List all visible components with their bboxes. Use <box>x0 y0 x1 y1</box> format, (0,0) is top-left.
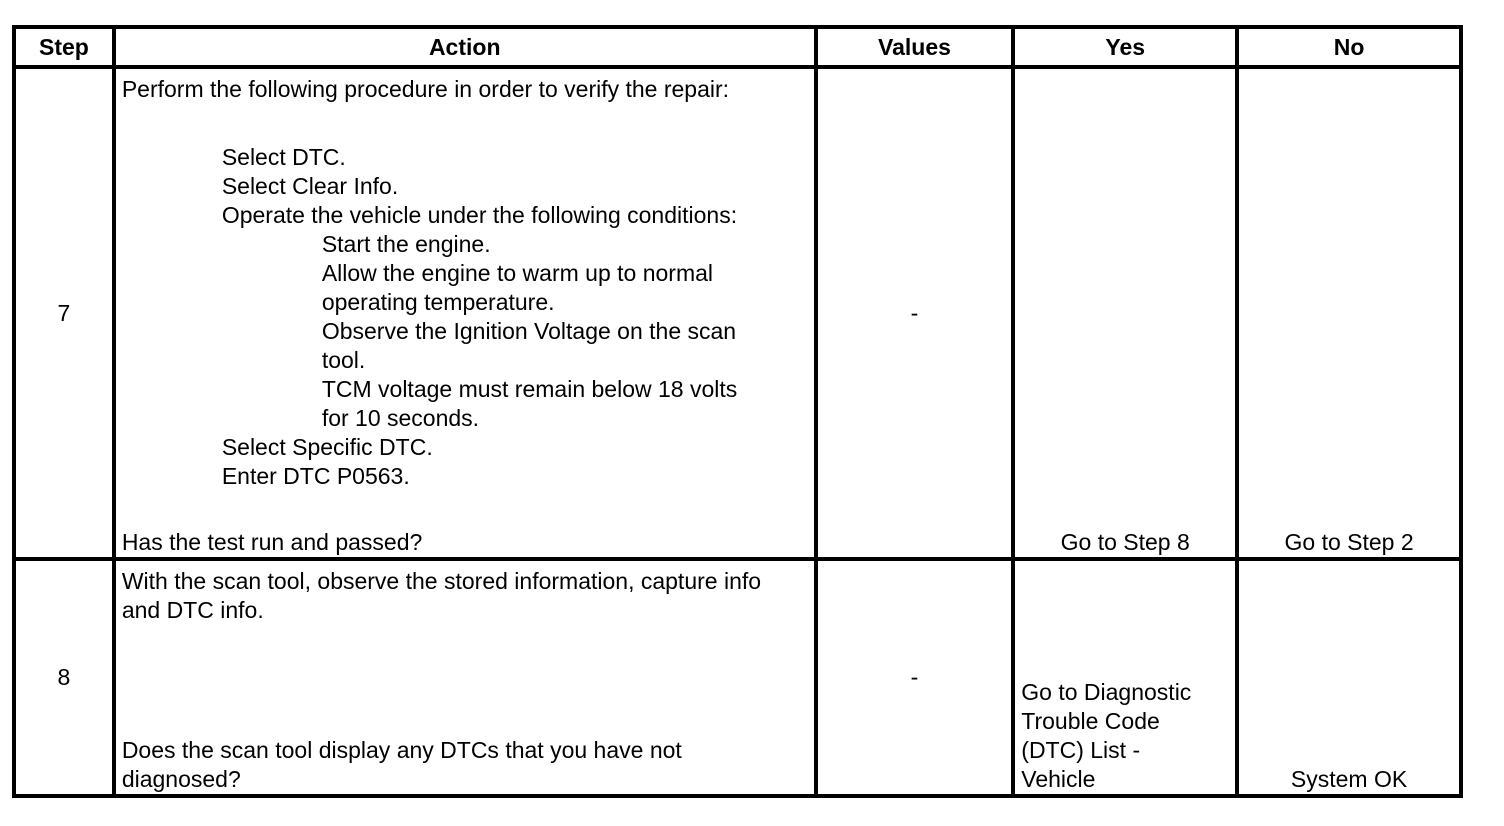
no-result: System OK <box>1290 766 1408 792</box>
list-item: tool. <box>321 347 366 374</box>
action-intro: Perform the following procedure in order to verify the repair: <box>121 76 730 103</box>
no-cell <box>1237 67 1459 559</box>
list-item: TCM voltage must remain below 18 volts <box>321 376 738 403</box>
yes-result <box>1021 678 1221 794</box>
list-item: Select Clear Info. <box>221 173 399 200</box>
step-number: 7 <box>16 67 114 559</box>
header-no: No <box>1237 29 1459 67</box>
yes-cell <box>1013 559 1237 794</box>
diagnostic-table <box>16 29 1459 794</box>
list-item: Allow the engine to warm up to normal <box>321 260 714 287</box>
action-question: Has the test run and passed? <box>121 529 423 556</box>
table-row-step-7 <box>16 67 1459 559</box>
diagnostic-table-wrapper <box>12 25 1463 798</box>
no-result: Go to Step 2 <box>1284 529 1414 556</box>
procedure-list <box>122 143 810 491</box>
header-yes: Yes <box>1013 29 1237 67</box>
list-item: Enter DTC P0563. <box>221 463 410 490</box>
yes-cell <box>1013 67 1237 559</box>
yes-result: Go to Step 8 <box>1060 529 1190 556</box>
action-cell <box>114 559 816 794</box>
list-item: Select DTC. <box>221 144 346 171</box>
yes-result-line: Vehicle <box>1021 766 1096 792</box>
step-number: 8 <box>16 559 114 794</box>
no-cell <box>1237 559 1459 794</box>
list-item: for 10 seconds. <box>321 405 480 432</box>
header-action: Action <box>114 29 816 67</box>
yes-result-line: Go to Diagnostic <box>1021 679 1192 705</box>
table-row-step-8 <box>16 559 1459 794</box>
yes-result-line: (DTC) List - <box>1021 737 1141 763</box>
action-cell <box>114 67 816 559</box>
list-item: Observe the Ignition Voltage on the scan <box>321 318 737 345</box>
action-question-line: diagnosed? <box>121 766 241 792</box>
yes-result-line: Trouble Code <box>1021 708 1160 734</box>
list-item: operating temperature. <box>321 289 555 316</box>
values-cell: - <box>816 559 1014 794</box>
action-intro: With the scan tool, observe the stored information, capture info and DTC info. <box>121 568 762 624</box>
action-question-line: Does the scan tool display any DTCs that you have not <box>121 737 682 763</box>
values-cell: - <box>816 67 1014 559</box>
list-item: Select Specific DTC. <box>221 434 433 461</box>
header-step: Step <box>16 29 114 67</box>
header-row <box>16 29 1459 67</box>
header-values: Values <box>816 29 1014 67</box>
list-item: Operate the vehicle under the following conditions: <box>221 202 738 229</box>
list-item: Start the engine. <box>321 231 491 258</box>
action-question <box>122 736 682 794</box>
